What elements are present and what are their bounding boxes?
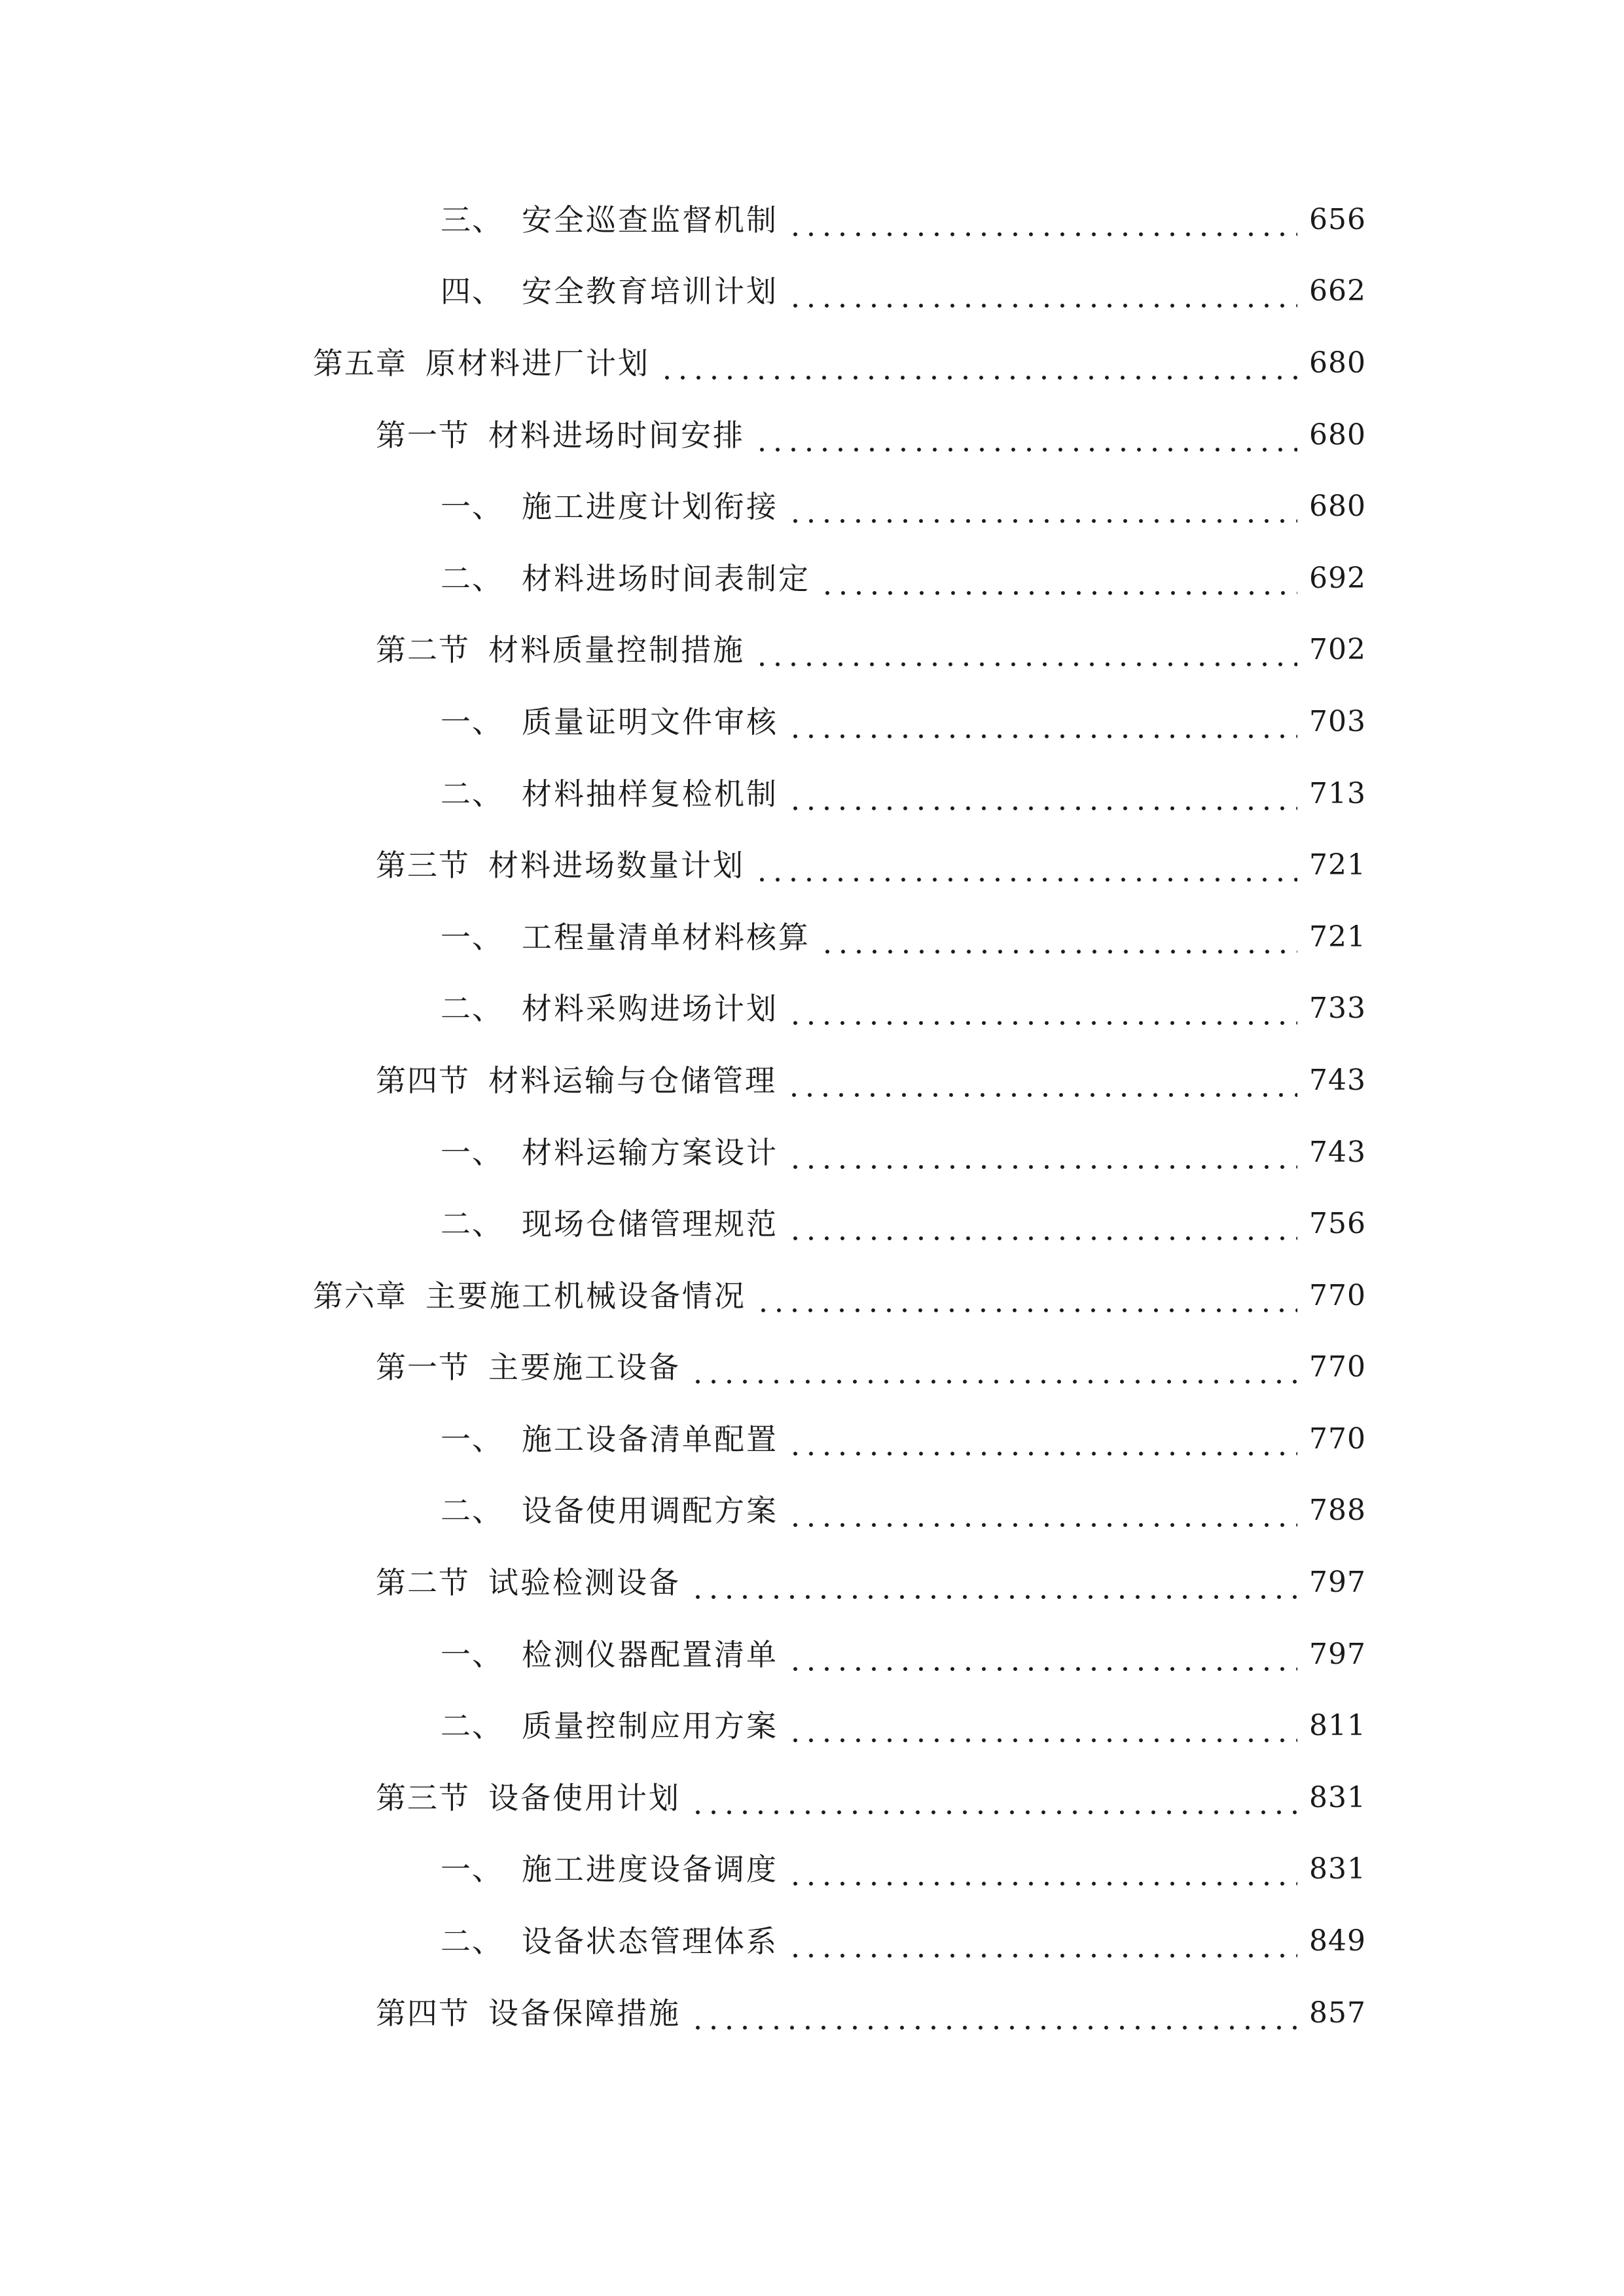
toc-entry-title: 主要施工设备 [488,1350,681,1386]
toc-entry[interactable] [0,829,1366,901]
toc-page-number: 680 [1309,490,1366,524]
toc-entry[interactable] [0,327,1366,399]
toc-page-number: 831 [1309,1852,1366,1886]
toc-dot-leader [787,783,1297,813]
toc-dot-leader [754,854,1297,884]
table-of-contents [0,184,1624,2049]
toc-entry-title: 设备使用计划 [488,1780,681,1816]
toc-dot-leader [690,1787,1297,1817]
toc-page-number: 811 [1309,1709,1366,1743]
toc-entry-number: 第二节 [376,632,470,668]
toc-page-number: 857 [1309,1996,1366,2030]
toc-dot-leader [787,1715,1297,1745]
toc-dot-leader [755,1285,1297,1315]
toc-entry-title: 材料抽样复检机制 [522,776,778,812]
toc-page-number: 770 [1309,1350,1366,1384]
toc-entry-number: 二、 [441,776,503,812]
toc-entry[interactable] [0,256,1366,328]
toc-entry[interactable] [0,1905,1366,1977]
toc-entry[interactable] [0,1045,1366,1117]
toc-page-number: 656 [1309,202,1366,236]
toc-entry-number: 一、 [441,1134,503,1170]
toc-dot-leader [787,1428,1297,1458]
toc-entry-title: 工程量清单材料核算 [522,919,810,955]
toc-page-number: 713 [1309,776,1366,810]
toc-page-number: 831 [1309,1780,1366,1814]
toc-entry-title: 主要施工机械设备情况 [425,1278,746,1314]
toc-entry[interactable] [0,1188,1366,1260]
toc-dot-leader [787,1499,1297,1530]
toc-entry-title: 试验检测设备 [488,1565,681,1601]
toc-dot-leader [659,352,1297,382]
toc-dot-leader [754,424,1297,454]
toc-entry-number: 一、 [441,704,503,740]
toc-entry[interactable] [0,758,1366,830]
toc-dot-leader [787,280,1297,310]
toc-entry-number: 二、 [441,1924,503,1960]
toc-dot-leader [787,1643,1297,1674]
toc-entry[interactable] [0,1117,1366,1189]
toc-entry-number: 二、 [441,991,503,1027]
toc-entry-title: 材料进场时间表制定 [522,560,810,596]
toc-entry[interactable] [0,901,1366,973]
toc-entry-number: 一、 [441,489,503,525]
toc-entry-title: 材料运输方案设计 [522,1134,778,1170]
toc-entry-title: 材料运输与仓储管理 [488,1062,777,1098]
toc-entry-title: 原材料进厂计划 [425,345,650,381]
toc-entry-title: 材料进场数量计划 [488,848,745,884]
toc-entry-number: 第一节 [376,417,470,453]
toc-entry[interactable] [0,1762,1366,1834]
toc-dot-leader [820,567,1297,598]
toc-dot-leader [787,1858,1297,1888]
toc-page-number: 692 [1309,561,1366,595]
toc-entry-number: 一、 [441,919,503,955]
toc-entry[interactable] [0,1977,1366,2049]
toc-entry-number: 四、 [441,274,503,310]
toc-dot-leader [787,1930,1297,1960]
toc-dot-leader [690,2002,1297,2032]
toc-entry-number: 第一节 [376,1350,470,1386]
toc-entry[interactable] [0,1547,1366,1619]
toc-page-number: 770 [1309,1278,1366,1312]
toc-entry-number: 第三节 [376,1780,470,1816]
toc-entry-title: 质量控制应用方案 [522,1708,778,1744]
toc-dot-leader [787,495,1297,526]
toc-entry-title: 安全教育培训计划 [522,274,778,310]
toc-entry-number: 二、 [441,560,503,596]
toc-entry[interactable] [0,399,1366,471]
toc-entry[interactable] [0,686,1366,758]
toc-entry-title: 施工进度计划衔接 [522,489,778,525]
toc-entry-title: 质量证明文件审核 [522,704,778,740]
toc-entry[interactable] [0,1260,1366,1332]
toc-page-number: 733 [1309,992,1366,1026]
toc-entry-title: 安全巡查监督机制 [522,202,778,238]
toc-entry-number: 第六章 [313,1278,407,1314]
toc-page-number: 702 [1309,633,1366,667]
toc-entry-title: 施工进度设备调度 [522,1852,778,1888]
toc-page-number: 797 [1309,1566,1366,1600]
toc-dot-leader [690,1571,1297,1602]
toc-entry-number: 第四节 [376,1062,470,1098]
toc-page-number: 721 [1309,848,1366,882]
toc-entry-number: 二、 [441,1708,503,1744]
toc-entry-number: 二、 [441,1206,503,1242]
toc-dot-leader [787,1141,1297,1172]
toc-entry-number: 二、 [441,1493,503,1529]
toc-dot-leader [786,1069,1297,1100]
toc-entry-title: 材料质量控制措施 [488,632,745,668]
toc-entry-title: 设备状态管理体系 [522,1924,778,1960]
toc-page-number: 662 [1309,274,1366,308]
toc-page-number: 680 [1309,418,1366,452]
toc-entry-number: 第五章 [313,345,407,381]
toc-entry[interactable] [0,1690,1366,1762]
toc-page-number: 770 [1309,1422,1366,1456]
toc-dot-leader [787,1213,1297,1243]
toc-entry[interactable] [0,543,1366,615]
toc-entry[interactable] [0,973,1366,1045]
toc-dot-leader [754,639,1297,669]
toc-entry-title: 材料采购进场计划 [522,991,778,1027]
toc-page-number: 680 [1309,346,1366,380]
toc-page-number: 849 [1309,1924,1366,1958]
toc-page-number: 797 [1309,1637,1366,1671]
toc-entry-number: 第四节 [376,1995,470,2031]
toc-entry[interactable] [0,1619,1366,1691]
toc-entry[interactable] [0,1475,1366,1547]
toc-entry[interactable] [0,184,1366,256]
toc-entry-number: 一、 [441,1852,503,1888]
toc-page-number: 756 [1309,1207,1366,1241]
toc-entry[interactable] [0,615,1366,687]
toc-dot-leader [787,209,1297,239]
toc-entry-title: 现场仓储管理规范 [522,1206,778,1242]
toc-entry-title: 设备使用调配方案 [522,1493,778,1529]
toc-entry[interactable] [0,471,1366,543]
toc-entry-number: 第二节 [376,1565,470,1601]
toc-entry-title: 设备保障措施 [488,1995,681,2031]
toc-entry[interactable] [0,1332,1366,1404]
toc-page-number: 743 [1309,1063,1366,1097]
toc-entry[interactable] [0,1403,1366,1475]
toc-page-number: 721 [1309,920,1366,954]
toc-dot-leader [787,711,1297,741]
toc-dot-leader [820,926,1297,956]
toc-entry-title: 检测仪器配置清单 [522,1636,778,1672]
toc-dot-leader [787,997,1297,1028]
toc-entry-number: 一、 [441,1421,503,1457]
toc-entry-number: 三、 [441,202,503,238]
toc-entry-number: 一、 [441,1636,503,1672]
toc-entry-number: 第三节 [376,848,470,884]
toc-entry-title: 施工设备清单配置 [522,1421,778,1457]
toc-page-number: 788 [1309,1494,1366,1528]
toc-page-number: 743 [1309,1135,1366,1169]
toc-dot-leader [690,1356,1297,1386]
toc-page-number: 703 [1309,704,1366,738]
toc-entry[interactable] [0,1834,1366,1906]
toc-entry-title: 材料进场时间安排 [488,417,745,453]
